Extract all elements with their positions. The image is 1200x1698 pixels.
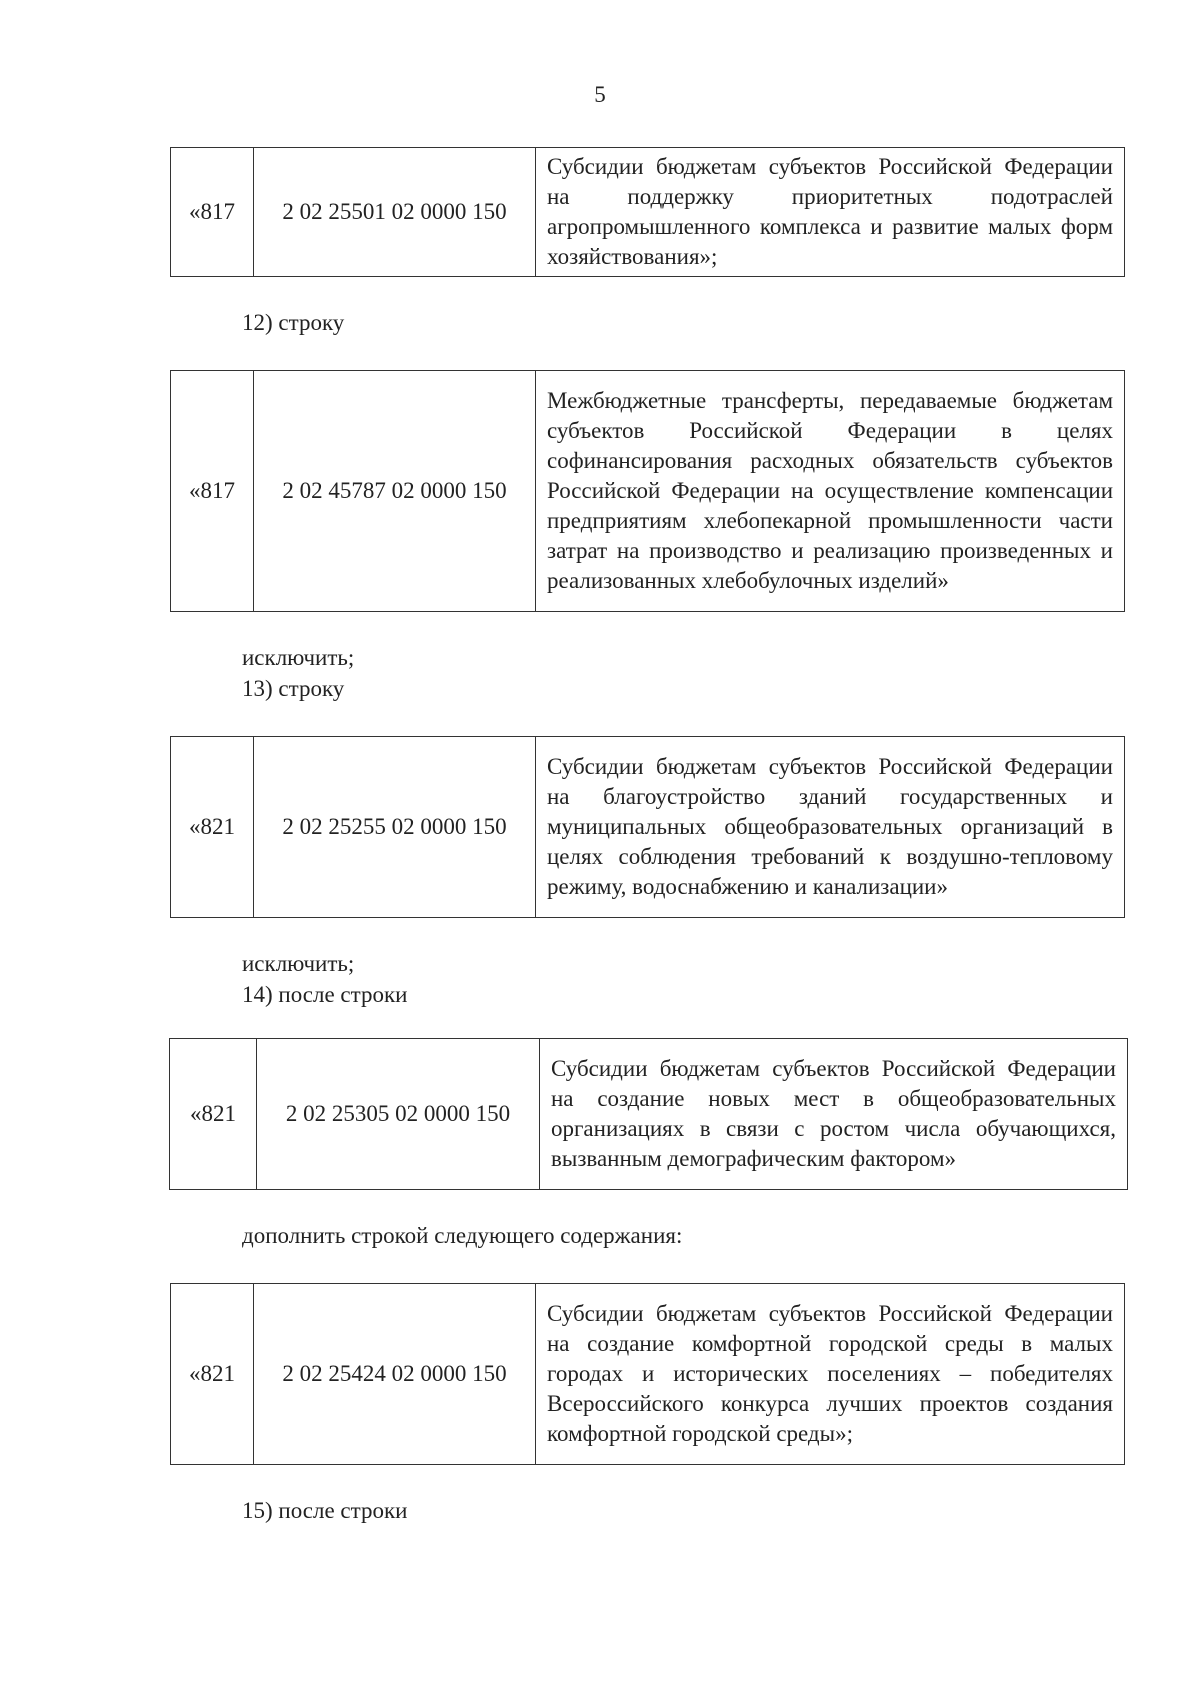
admin-code-cell: «817: [171, 148, 254, 277]
admin-code-cell: «821: [171, 737, 254, 918]
income-description-cell: Субсидии бюджетам субъектов Российской Федерации на создание комфортной городской среды в малых городах и исторических поселениях – победителях Всероссийского конкурса лучших проектов создания комфортной городской среды»;: [536, 1284, 1125, 1465]
budget-classification-code-cell: 2 02 25424 02 0000 150: [254, 1284, 536, 1465]
table-row: [171, 148, 1125, 277]
admin-code-cell: «821: [170, 1039, 257, 1190]
admin-code-cell: «817: [171, 371, 254, 612]
income-description-cell: Межбюджетные трансферты, передаваемые бюджетам субъектов Российской Федерации в целях софинансирования расходных обязательств субъектов Российской Федерации на осуществление компенсации предприятиям хлебопекарной промышленности части затрат на производство и реализацию произведенных и реализованных хлебобулочных изделий»: [536, 371, 1125, 612]
paragraph-item-13: 13) строку: [242, 676, 345, 701]
table-row: [171, 371, 1125, 612]
budget-row-table: [170, 147, 1125, 277]
budget-classification-code-cell: 2 02 25255 02 0000 150: [254, 737, 536, 918]
paragraph-exclude: исключить;: [242, 645, 355, 670]
income-description-cell: Субсидии бюджетам субъектов Российской Федерации на создание новых мест в общеобразовательных организациях в связи с ростом числа обучающихся, вызванным демографическим фактором»: [540, 1039, 1128, 1190]
admin-code-cell: «821: [171, 1284, 254, 1465]
budget-classification-code-cell: 2 02 45787 02 0000 150: [254, 371, 536, 612]
paragraph-item-15: 15) после строки: [242, 1498, 408, 1523]
budget-classification-code-cell: 2 02 25501 02 0000 150: [254, 148, 536, 277]
page-number: 5: [594, 82, 606, 107]
paragraph-item-12: 12) строку: [242, 310, 345, 335]
paragraph-item-14: 14) после строки: [242, 982, 408, 1007]
table-row: [171, 737, 1125, 918]
income-description-cell: Субсидии бюджетам субъектов Российской Федерации на поддержку приоритетных подотраслей агропромышленного комплекса и развитие малых форм хозяйствования»;: [536, 148, 1125, 277]
table-row: [170, 1039, 1128, 1190]
income-description-cell: Субсидии бюджетам субъектов Российской Федерации на благоустройство зданий государственных и муниципальных общеобразовательных организаций в целях соблюдения требований к воздушно-тепловому режиму, водоснабжению и канализации»: [536, 737, 1125, 918]
budget-classification-code-cell: 2 02 25305 02 0000 150: [257, 1039, 540, 1190]
table-row: [171, 1284, 1125, 1465]
budget-row-table: [170, 736, 1125, 918]
paragraph-add-row: дополнить строкой следующего содержания:: [242, 1223, 683, 1248]
budget-row-table: [169, 1038, 1128, 1190]
budget-row-table: [170, 1283, 1125, 1465]
budget-row-table: [170, 370, 1125, 612]
paragraph-exclude: исключить;: [242, 951, 355, 976]
